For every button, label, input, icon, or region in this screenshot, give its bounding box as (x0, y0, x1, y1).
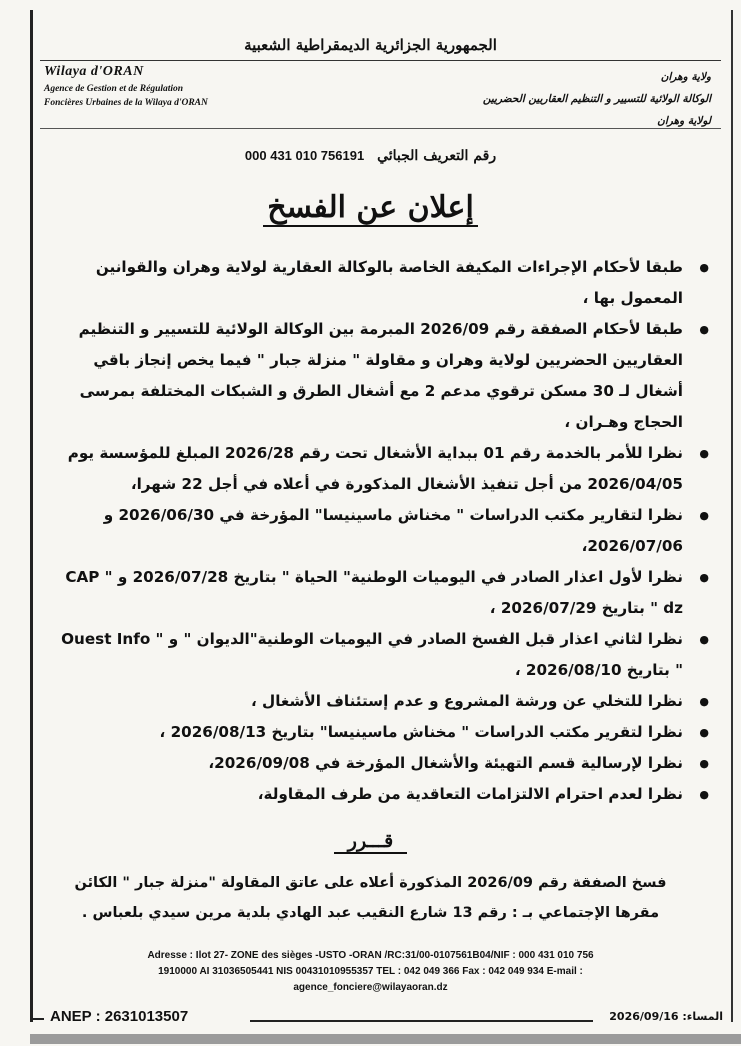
footer-rule (250, 1020, 593, 1022)
ar-agency-line2: لولاية وهران (657, 115, 711, 127)
address-line2: 1910000 AI 31036505441 NIS 00431010955357 TEL : 042 049 366 Fax : 042 049 934 E-mail : (158, 966, 583, 977)
list-item: ● طبقا لأحكام الإجراءات المكيفة الخاصة بالوكالة العقارية لولاية وهران والقوانين المعمول بها ، (50, 252, 713, 314)
address-line1: Adresse : Ilot 27- ZONE des sièges -USTO -ORAN /RC:31/00-0107561B04/NIF : 000 431 010 756 (147, 950, 594, 961)
decision-text: فسخ الصفقة رقم 2026/09 المذكورة أعلاه على عاتق المقاولة "منزلة جبار " الكائن مقرها الإجتماعي بـ : رقم 13 شارع النقيب عبد الهادي بلدية مرين سيدي بلعباس . (74, 875, 667, 921)
fr-agency-line1: Agence de Gestion et de Régulation (44, 84, 184, 94)
list-item: ● نظرا لثاني اعذار قبل الفسخ الصادر في اليوميات الوطنية"الديوان " و " Ouest Info " بتاريخ 2026/08/10 ، (50, 624, 713, 686)
arabic-header (341, 66, 711, 132)
considerations-list (50, 252, 713, 810)
publication-date: المساء: 2026/09/16 (605, 1010, 727, 1023)
announcement-title-text: إعلان عن الفسخ (263, 190, 478, 227)
fr-agency-line2: Foncières Urbaines de la Wilaya d'ORAN (44, 98, 208, 108)
republic-heading: الجمهورية الجزائرية الديمقراطية الشعبية (244, 36, 497, 54)
fr-wilaya-name: Wilaya d'ORAN (44, 64, 144, 79)
list-item: ● نظرا لتقارير مكتب الدراسات " مخناش ماسينيسا" المؤرخة في 2026/06/30 و 2026/07/06، (50, 500, 713, 562)
tax-id-line (0, 148, 741, 164)
list-item: ● نظرا لتقرير مكتب الدراسات " مخناش ماسينيسا" بتاريخ 2026/08/13 ، (50, 717, 713, 748)
contact-address (60, 948, 681, 996)
list-item: ● نظرا لعدم احترام الالتزامات التعاقدية من طرف المقاولة، (50, 779, 713, 810)
header-rule (40, 60, 721, 61)
header-bottom-rule (40, 128, 721, 129)
footer-dash (30, 1018, 44, 1020)
scan-edge-shadow (30, 1034, 741, 1044)
list-item: ● نظرا لأول اعذار الصادر في اليوميات الوطنية" الحياة " بتاريخ 2026/07/28 و " CAP dz " بتاريخ 2026/07/29 ، (50, 562, 713, 624)
tax-id-value: 000 431 010 756191 (244, 148, 365, 163)
list-item: ● طبقا لأحكام الصفقة رقم 2026/09 المبرمة بين الوكالة الولائية للتسيير و التنظيم العقاريين الحضريين لولاية وهران و مقاولة " منزلة جبار " فيما يخص إنجاز باقي أشغال لـ 30 مسكن ترقوي مدعم 2 مع أشغال الطرق و الشبكات المختلفة بمرسى الحجاج وهـران ، (50, 314, 713, 438)
list-item: ● نظرا للتخلي عن ورشة المشروع و عدم إستئناف الأشغال ، (50, 686, 713, 717)
ar-agency-line1: الوكالة الولائية للتسيير و التنظيم العقاريين الحضريين (482, 93, 711, 105)
list-item: ● نظرا للأمر بالخدمة رقم 01 ببداية الأشغال تحت رقم 2026/28 المبلغ للمؤسسة يوم 2026/04/05 من أجل تنفيذ الأشغال المذكورة في أعلاه في أجل 22 شهرا، (50, 438, 713, 500)
decision-heading (0, 830, 741, 852)
tax-id-label: رقم التعريف الجبائي (377, 148, 497, 164)
anep-reference: ANEP : 2631013507 (46, 1008, 192, 1025)
address-email: agence_fonciere@wilayaoran.dz (293, 982, 448, 993)
announcement-title (0, 190, 741, 225)
ar-wilaya-name: ولاية وهران (660, 71, 711, 83)
list-item: ● نظرا لإرسالية قسم التهيئة والأشغال المؤرخة في 2026/09/08، (50, 748, 713, 779)
french-header (44, 64, 344, 108)
decision-heading-text: قـــرر (334, 830, 407, 854)
footer (30, 1008, 733, 1032)
